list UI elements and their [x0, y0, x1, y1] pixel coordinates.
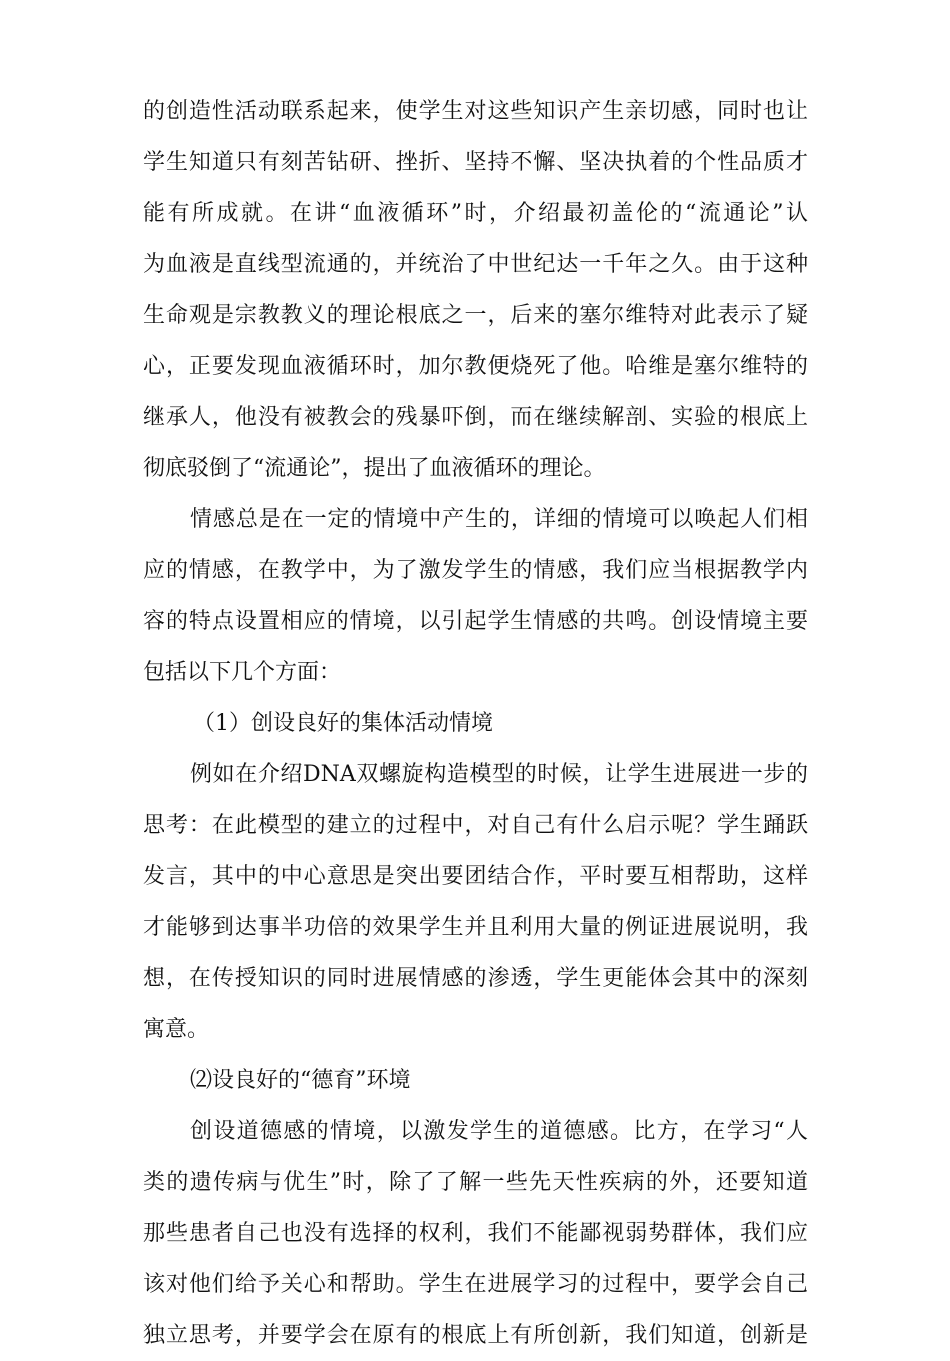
text-line: 生命观是宗教教义的理论根底之一，后来的塞尔维特对此表示了疑 [143, 303, 808, 328]
text-line: 该对他们给予关心和帮助。学生在进展学习的过程中，要学会自己 [143, 1272, 808, 1297]
text-line: 心，正要发现血液循环时，加尔教便烧死了他。哈维是塞尔维特的 [143, 354, 808, 379]
text-line: 思考：在此模型的建立的过程中，对自己有什么启示呢？学生踊跃 [143, 813, 808, 838]
text-line: 包括以下几个方面： [143, 660, 342, 685]
text-line: 继承人，他没有被教会的残暴吓倒，而在继续解剖、实验的根底上 [143, 405, 808, 430]
text-line: 的创造性活动联系起来，使学生对这些知识产生亲切感，同时也让 [143, 99, 808, 124]
paragraph-first-line: 创设道德感的情境，以激发学生的道德感。比方，在学习“人 [190, 1119, 808, 1144]
text-line: 学生知道只有刻苦钻研、挫折、坚持不懈、坚决执着的个性品质才 [143, 150, 808, 175]
text-line: 为血液是直线型流通的，并统治了中世纪达一千年之久。由于这种 [143, 252, 808, 277]
section-heading: ⑵设良好的“德育”环境 [190, 1068, 411, 1093]
text-line: 应的情感，在教学中，为了激发学生的情感，我们应当根据教学内 [143, 558, 808, 583]
paragraph-first-line: 情感总是在一定的情境中产生的，详细的情境可以唤起人们相 [190, 507, 808, 532]
text-line: 类的遗传病与优生”时，除了了解一些先天性疾病的外，还要知道 [143, 1170, 808, 1195]
text-line: 容的特点设置相应的情境，以引起学生情感的共鸣。创设情境主要 [143, 609, 808, 634]
text-line: 想，在传授知识的同时进展情感的渗透，学生更能体会其中的深刻 [143, 966, 808, 991]
text-line: 能有所成就。在讲“血液循环”时，介绍最初盖伦的“流通论”认 [143, 201, 808, 226]
text-line: 发言，其中的中心意思是突出要团结合作，平时要互相帮助，这样 [143, 864, 808, 889]
document-body [143, 86, 808, 1361]
text-line: 彻底驳倒了“流通论”，提出了血液循环的理论。 [143, 456, 606, 481]
section-heading: （1）创设良好的集体活动情境 [193, 711, 493, 736]
text-line: 那些患者自己也没有选择的权利，我们不能鄙视弱势群体，我们应 [143, 1221, 808, 1246]
text-line: 寓意。 [143, 1017, 210, 1042]
text-line: 独立思考，并要学会在原有的根底上有所创新，我们知道，创新是 [143, 1323, 808, 1348]
paragraph-first-line: 例如在介绍DNA双螺旋构造模型的时候，让学生进展进一步的 [190, 762, 808, 787]
text-line: 才能够到达事半功倍的效果学生并且利用大量的例证进展说明，我 [143, 915, 808, 940]
